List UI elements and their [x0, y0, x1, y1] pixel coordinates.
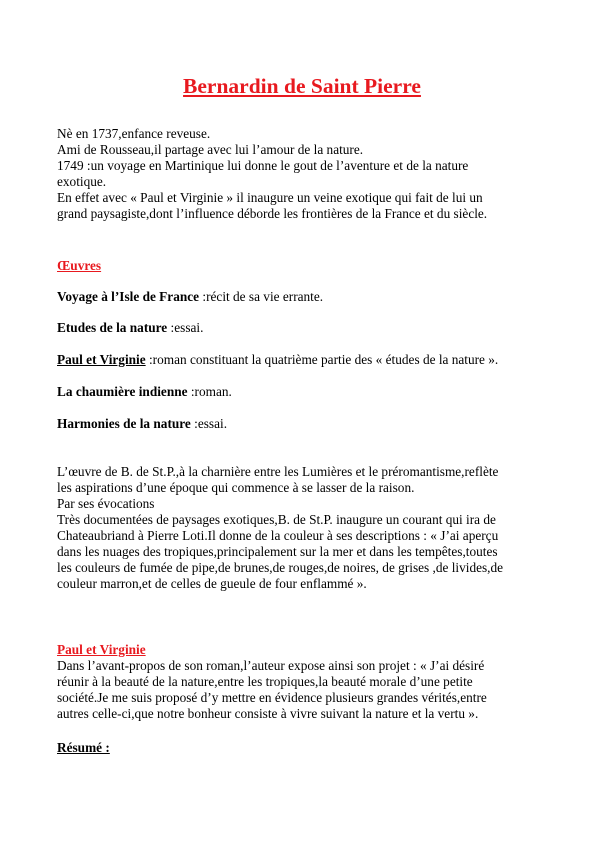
work-name: Paul et Virginie: [57, 352, 146, 367]
intro-line: En effet avec « Paul et Virginie » il inaugure un veine exotique qui fait de lui un: [57, 190, 483, 205]
intro-line: grand paysagiste,dont l’influence déborde les frontières de la France et du siècle.: [57, 206, 488, 221]
pv-line: autres celle-ci,que notre bonheur consiste à vivre suivant la nature et la vertu ».: [57, 706, 479, 721]
intro-paragraph: [57, 126, 547, 222]
work-name: Etudes de la nature: [57, 320, 168, 335]
work-item: [57, 384, 547, 400]
work-item: [57, 416, 547, 432]
pv-line: Dans l’avant-propos de son roman,l’auteur expose ainsi son projet : « J’ai désiré: [57, 658, 485, 673]
analysis-paragraph: [57, 464, 547, 592]
analysis-line: Très documentées de paysages exotiques,B. de St.P. inaugure un courant qui ira de: [57, 512, 496, 527]
pv-line: société.Je me suis proposé d’y mettre en évidence plusieurs grandes vérités,entre: [57, 690, 487, 705]
work-description: :essai.: [167, 320, 204, 335]
work-item: [57, 320, 547, 336]
work-item: [57, 352, 547, 368]
paul-et-virginie-heading: Paul et Virginie: [57, 642, 146, 657]
work-name: Voyage à l’Isle de France: [57, 289, 200, 304]
resume-heading: Résumé :: [57, 740, 110, 755]
paul-et-virginie-paragraph: [57, 658, 547, 722]
intro-line: Ami de Rousseau,il partage avec lui l’amour de la nature.: [57, 142, 364, 157]
intro-line: 1749 :un voyage en Martinique lui donne le gout de l’aventure et de la nature: [57, 158, 469, 173]
work-item: [57, 289, 547, 305]
work-description: :roman constituant la quatrième partie des « études de la nature ».: [145, 352, 499, 367]
analysis-line: les couleurs de fumée de pipe,de brunes,de rouges,de noires, de grises ,de livides,de: [57, 560, 504, 575]
page-title: Bernardin de Saint Pierre: [183, 74, 421, 98]
work-name: La chaumière indienne: [57, 384, 191, 399]
intro-line: exotique.: [57, 174, 107, 189]
work-description: :roman.: [190, 384, 232, 399]
pv-line: réunir à la beauté de la nature,entre les tropiques,la beauté morale d’une petite: [57, 674, 473, 689]
analysis-line: Par ses évocations: [57, 496, 155, 511]
analysis-line: L’œuvre de B. de St.P.,à la charnière entre les Lumières et le préromantisme,reflète: [57, 464, 499, 479]
analysis-line: dans les nuages des tropiques,principalement sur la mer et dans les tempêtes,toutes: [57, 544, 498, 559]
oeuvres-heading: Œuvres: [57, 258, 102, 273]
work-description: :récit de sa vie errante.: [199, 289, 324, 304]
work-description: :essai.: [190, 416, 228, 431]
analysis-line: couleur marron,et de celles de gueule de four enflammé ».: [57, 576, 367, 591]
work-name: Harmonies de la nature: [57, 416, 191, 431]
analysis-line: Chateaubriand à Pierre Loti.Il donne de la couleur à ses descriptions : « J’ai aperçu: [57, 528, 499, 543]
intro-line: Nè en 1737,enfance reveuse.: [57, 126, 211, 141]
analysis-line: les aspirations d’une époque qui commence à se lasser de la raison.: [57, 480, 415, 495]
